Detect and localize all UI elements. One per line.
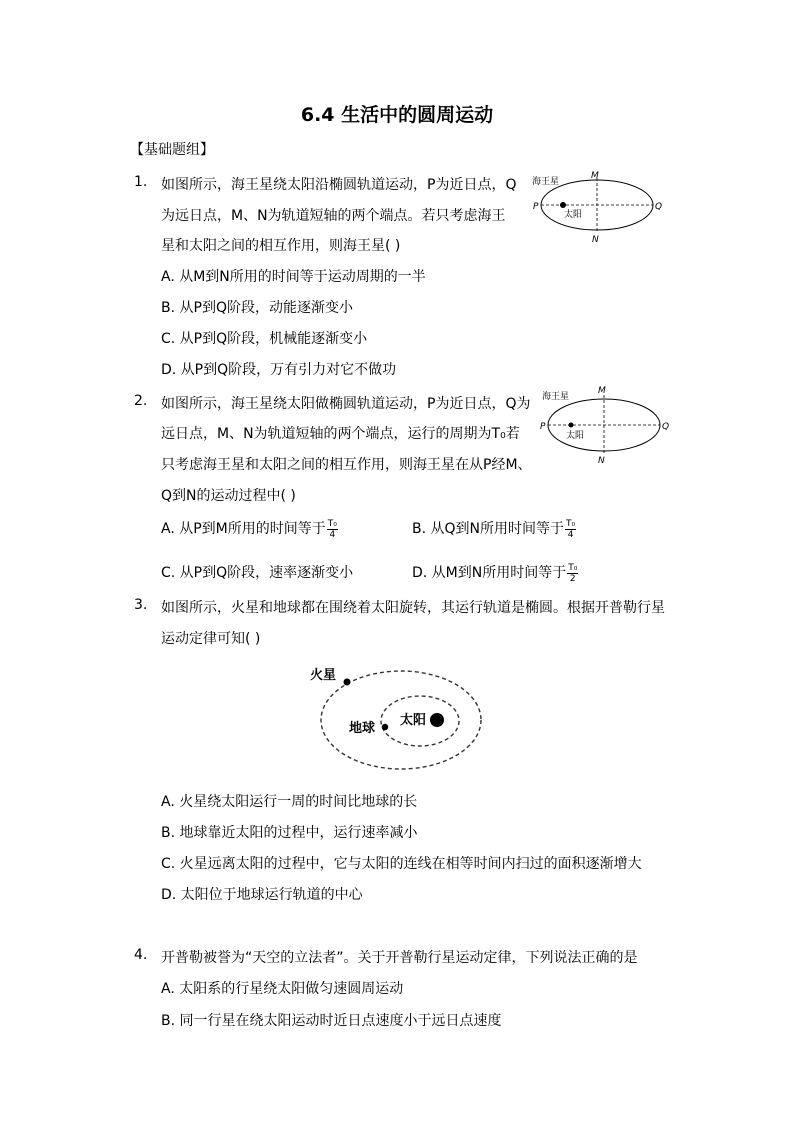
q2-orbit-figure <box>538 381 673 463</box>
q1-stem-line-1: 如图所示，海王星绕太阳沿椭圆轨道运动，P为近日点，Q <box>161 177 517 193</box>
q2-option-b-num: T₀ <box>566 518 576 529</box>
q2-label-q: Q <box>662 422 670 432</box>
q2-option-b <box>412 518 576 540</box>
q2-option-b-fraction <box>565 519 576 540</box>
q3-option-d: D. 太阳位于地球运行轨道的中心 <box>161 887 363 903</box>
q1-label-m: M <box>591 171 599 181</box>
page-title: 6.4 生活中的圆周运动 <box>300 104 494 126</box>
q1-orbit-figure <box>530 168 665 246</box>
q2-stem-line-4: Q到N的运动过程中( ) <box>161 488 296 504</box>
q2-planet-label: 海王星 <box>542 392 570 402</box>
q2-option-a-fraction <box>327 519 338 540</box>
earth-label: 地球 <box>349 721 376 736</box>
q3-number: 3. <box>134 597 148 613</box>
earth-dot <box>382 724 388 730</box>
q3-option-a: A. 火星绕太阳运行一周的时间比地球的长 <box>161 794 418 810</box>
q2-stem-line-3: 只考虑海王星和太阳之间的相互作用，则海王星在从P经M、 <box>161 457 532 473</box>
section-label: 【基础题组】 <box>130 142 214 158</box>
q2-option-c: C. 从P到Q阶段，速率逐渐变小 <box>161 565 354 581</box>
q3-stem-line-2: 运动定律可知( ) <box>161 631 261 647</box>
mars-label: 火星 <box>310 668 337 683</box>
q2-label-n: N <box>598 456 605 463</box>
q3-orbit-figure <box>305 660 490 780</box>
q3-option-c: C. 火星远离太阳的过程中，它与太阳的连线在相等时间内扫过的面积逐渐增大 <box>161 856 642 872</box>
q2-stem-line-1: 如图所示，海王星绕太阳做椭圆轨道运动，P为近日点，Q为 <box>161 396 531 412</box>
q1-sun-dot <box>560 202 566 208</box>
q1-sun-label: 太阳 <box>564 210 583 220</box>
q2-label-p: P <box>540 422 546 432</box>
q2-option-d-text: D. 从M到N所用时间等于 <box>412 565 567 581</box>
q2-option-d-fraction <box>567 563 578 584</box>
q3-stem-line-1: 如图所示，火星和地球都在围绕着太阳旋转，其运行轨道是椭圆。根据开普勒行星 <box>161 600 665 616</box>
q4-option-b: B. 同一行星在绕太阳运动时近日点速度小于远日点速度 <box>161 1013 502 1029</box>
q1-number: 1. <box>134 174 148 190</box>
q4-option-a: A. 太阳系的行星绕太阳做匀速圆周运动 <box>161 981 404 997</box>
q2-option-d-den: 2 <box>569 573 576 584</box>
q2-option-b-den: 4 <box>567 529 574 540</box>
q2-option-a-den: 4 <box>329 529 336 540</box>
q2-sun-label: 太阳 <box>566 431 585 441</box>
q2-sun-dot <box>569 423 574 428</box>
q1-label-n: N <box>592 235 599 245</box>
q1-stem-line-2: 为远日点，M、N为轨道短轴的两个端点。若只考虑海王 <box>161 208 506 224</box>
q1-label-q: Q <box>655 202 663 212</box>
sun-dot <box>430 713 444 727</box>
sun-label: 太阳 <box>400 713 427 728</box>
q1-option-b: B. 从P到Q阶段，动能逐渐变小 <box>161 300 353 316</box>
q2-option-d <box>412 562 578 584</box>
q2-option-a <box>161 518 338 540</box>
q2-stem-line-2: 远日点，M、N为轨道短轴的两个端点，运行的周期为T₀若 <box>161 426 520 442</box>
q2-option-d-num: T₀ <box>568 562 578 573</box>
q2-label-m: M <box>598 386 606 396</box>
q1-option-a: A. 从M到N所用的时间等于运动周期的一半 <box>161 269 426 285</box>
q2-option-b-text: B. 从Q到N所用时间等于 <box>412 521 564 537</box>
q1-label-p: P <box>533 202 539 212</box>
q1-option-c: C. 从P到Q阶段，机械能逐渐变小 <box>161 331 368 347</box>
q1-stem-line-3: 星和太阳之间的相互作用，则海王星( ) <box>161 238 401 254</box>
q2-option-a-num: T₀ <box>327 518 337 529</box>
q4-stem-line-1: 开普勒被誉为“天空的立法者”。关于开普勒行星运动定律，下列说法正确的是 <box>161 950 638 966</box>
q4-number: 4. <box>134 947 148 963</box>
q1-option-d: D. 从P到Q阶段，万有引力对它不做功 <box>161 362 397 378</box>
q2-number: 2. <box>134 393 148 409</box>
q1-planet-label: 海王星 <box>532 177 560 187</box>
q2-option-a-text: A. 从P到M所用的时间等于 <box>161 521 326 537</box>
mars-dot <box>344 679 351 686</box>
q3-option-b: B. 地球靠近太阳的过程中，运行速率减小 <box>161 825 418 841</box>
